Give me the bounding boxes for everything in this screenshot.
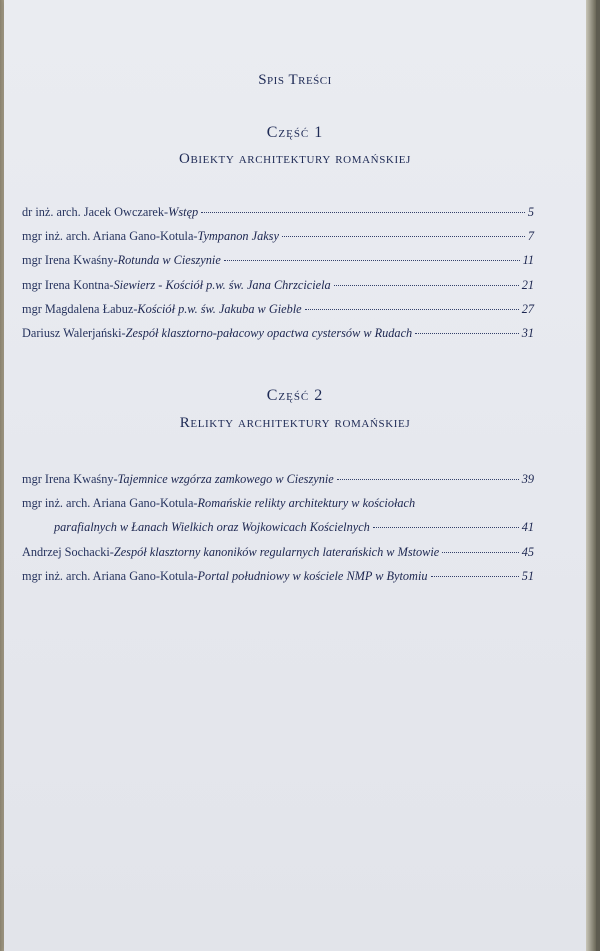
entry-title: Portal południowy w kościele NMP w Bytomiu bbox=[197, 568, 428, 583]
toc-entry bbox=[22, 472, 534, 496]
dot-leader bbox=[415, 333, 519, 334]
entry-author: mgr Irena Kwaśny bbox=[22, 253, 114, 268]
entry-title: Kościół p.w. św. Jakuba w Gieble bbox=[137, 301, 302, 316]
entry-separator: - bbox=[109, 277, 114, 292]
entry-page: 27 bbox=[521, 301, 534, 316]
entry-page: 7 bbox=[527, 229, 534, 244]
entry-author: mgr Irena Kontna bbox=[22, 277, 110, 292]
entry-author: mgr inż. arch. Ariana Gano-Kotula bbox=[22, 568, 194, 583]
entry-page: 39 bbox=[521, 472, 534, 486]
entry-page: 31 bbox=[521, 325, 534, 340]
dot-leader bbox=[201, 212, 525, 213]
part-1-label: Część 1 bbox=[266, 124, 324, 141]
entry-title: Tajemnice wzgórza zamkowego w Cieszynie bbox=[117, 472, 334, 486]
entry-title: Wstęp bbox=[168, 205, 199, 219]
entry-author: mgr Irena Kwaśny bbox=[22, 472, 114, 486]
part-2-label: Część 2 bbox=[266, 387, 324, 404]
part-1-subtitle: Obiekty architektury romańskiej bbox=[179, 151, 411, 167]
entry-title-continuation: parafialnych w Łanach Wielkich oraz Wojkowicach Kościelnych bbox=[54, 520, 370, 535]
toc-entry bbox=[22, 569, 534, 593]
dot-leader bbox=[305, 309, 519, 310]
entry-author: Dariusz Walerjański bbox=[22, 325, 122, 340]
dot-leader bbox=[334, 285, 519, 286]
toc-entry bbox=[22, 229, 534, 253]
dot-leader bbox=[282, 236, 525, 237]
toc-entry bbox=[22, 326, 534, 350]
entry-page: 5 bbox=[527, 205, 534, 219]
entry-separator: - bbox=[193, 229, 198, 244]
entry-author: Andrzej Sochacki bbox=[22, 544, 110, 559]
dot-leader bbox=[442, 552, 518, 553]
dot-leader bbox=[337, 479, 519, 480]
dot-leader bbox=[431, 576, 519, 577]
dot-leader bbox=[373, 527, 519, 528]
entry-separator: - bbox=[113, 253, 118, 268]
entry-separator: - bbox=[193, 496, 198, 511]
entry-author: mgr Magdalena Łabuz bbox=[22, 301, 134, 316]
entry-title: Siewierz - Kościół p.w. św. Jana Chrzciciela bbox=[113, 277, 331, 292]
entry-page: 21 bbox=[521, 277, 534, 292]
toc-entry bbox=[22, 278, 534, 302]
entry-title: Zespół klasztorno-pałacowy opactwa cystersów w Rudach bbox=[125, 325, 413, 340]
book-page bbox=[4, 0, 586, 951]
entry-author: mgr inż. arch. Ariana Gano-Kotula bbox=[22, 496, 194, 511]
entry-page: 11 bbox=[522, 253, 534, 268]
entry-separator: - bbox=[121, 325, 126, 340]
entry-page: 51 bbox=[521, 568, 534, 583]
toc-part-1 bbox=[22, 205, 534, 350]
entry-title: Tympanon Jaksy bbox=[197, 229, 279, 244]
toc-entry bbox=[22, 545, 534, 569]
entry-separator: - bbox=[109, 544, 114, 559]
entry-page: 41 bbox=[521, 520, 534, 535]
toc-entry-continuation bbox=[22, 520, 534, 544]
entry-separator: - bbox=[193, 568, 198, 583]
entry-separator: - bbox=[133, 301, 138, 316]
toc-entry bbox=[22, 302, 534, 326]
entry-title: Romańskie relikty architektury w kościołach bbox=[197, 496, 416, 511]
entry-author: mgr inż. arch. Ariana Gano-Kotula bbox=[22, 229, 194, 244]
entry-author: dr inż. arch. Jacek Owczarek bbox=[22, 205, 165, 219]
entry-title: Rotunda w Cieszynie bbox=[117, 253, 221, 268]
toc-entry bbox=[22, 205, 534, 229]
entry-separator: - bbox=[113, 472, 118, 486]
toc-part-2 bbox=[22, 472, 534, 593]
entry-separator: - bbox=[164, 205, 169, 219]
part-2-subtitle: Relikty architektury romańskiej bbox=[179, 415, 411, 431]
toc-entry bbox=[22, 253, 534, 277]
toc-entry bbox=[22, 496, 534, 520]
entry-title: Zespół klasztorny kanoników regularnych laterańskich w Mstowie bbox=[113, 544, 440, 559]
page-title: Spis Treści bbox=[258, 72, 332, 88]
dot-leader bbox=[224, 260, 520, 261]
entry-page: 45 bbox=[521, 544, 534, 559]
